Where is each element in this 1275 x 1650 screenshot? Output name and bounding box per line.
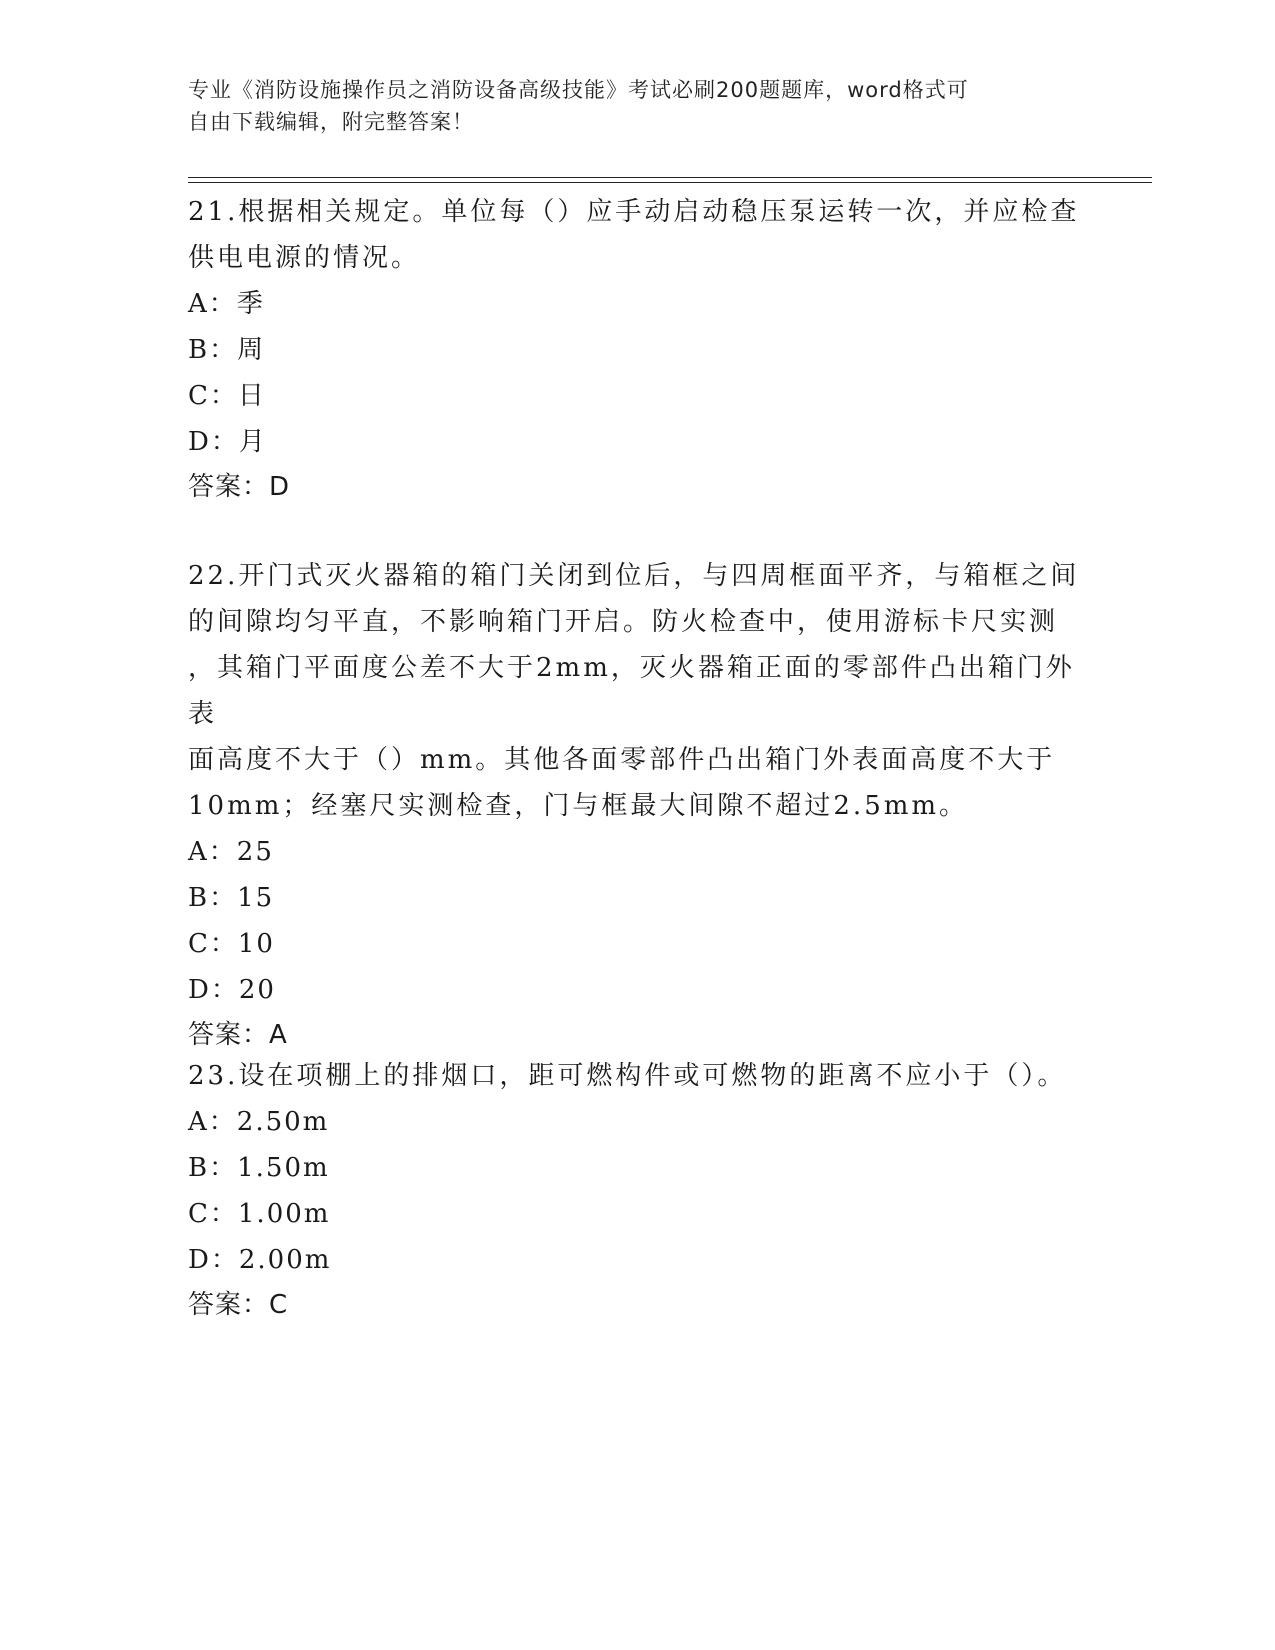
question-23 — [188, 1053, 1088, 1327]
question-text-line: 供电电源的情况。 — [188, 243, 421, 273]
option-d: D：2.00m — [188, 1245, 332, 1275]
option-a: A：2.50m — [188, 1107, 330, 1137]
question-text-line: 面高度不大于（）mm。其他各面零部件凸出箱门外表面高度不大于 — [188, 745, 1056, 775]
question-text-line: ，其箱门平面度公差不大于2mm，灭火器箱正面的零部件凸出箱门外表 — [188, 653, 1075, 729]
option-c: C：10 — [188, 929, 275, 959]
question-22 — [188, 553, 1088, 1057]
document-header — [188, 74, 1068, 138]
question-21 — [188, 189, 1088, 509]
header-divider-top — [188, 177, 1152, 178]
header-line-2: 自由下载编辑，附完整答案！ — [188, 110, 474, 134]
question-text-line: 21.根据相关规定。单位每（）应手动启动稳压泵运转一次，并应检查 — [188, 197, 1080, 227]
answer-line: 答案：A — [188, 1020, 288, 1050]
answer-line: 答案：D — [188, 472, 291, 502]
option-b: B：15 — [188, 883, 275, 913]
header-divider-bottom — [188, 182, 1152, 183]
option-c: C：日 — [188, 381, 266, 411]
question-text-line: 10mm；经塞尺实测检查，门与框最大间隙不超过2.5mm。 — [188, 791, 969, 821]
question-text-line: 22.开门式灭火器箱的箱门关闭到位后，与四周框面平齐，与箱框之间 — [188, 561, 1080, 591]
question-text-line: 23.设在项棚上的排烟口，距可燃构件或可燃物的距离不应小于（）。 — [188, 1061, 1067, 1091]
option-a: A：季 — [188, 289, 265, 319]
option-b: B：周 — [188, 335, 266, 365]
option-c: C：1.00m — [188, 1199, 331, 1229]
option-b: B：1.50m — [188, 1153, 330, 1183]
answer-line: 答案：C — [188, 1290, 289, 1320]
option-a: A：25 — [188, 837, 274, 867]
option-d: D：20 — [188, 975, 276, 1005]
option-d: D：月 — [188, 427, 267, 457]
header-line-1: 专业《消防设施操作员之消防设备高级技能》考试必刷200题题库，word格式可 — [188, 78, 969, 102]
question-text-line: 的间隙均匀平直，不影响箱门开启。防火检查中，使用游标卡尺实测 — [188, 607, 1059, 637]
